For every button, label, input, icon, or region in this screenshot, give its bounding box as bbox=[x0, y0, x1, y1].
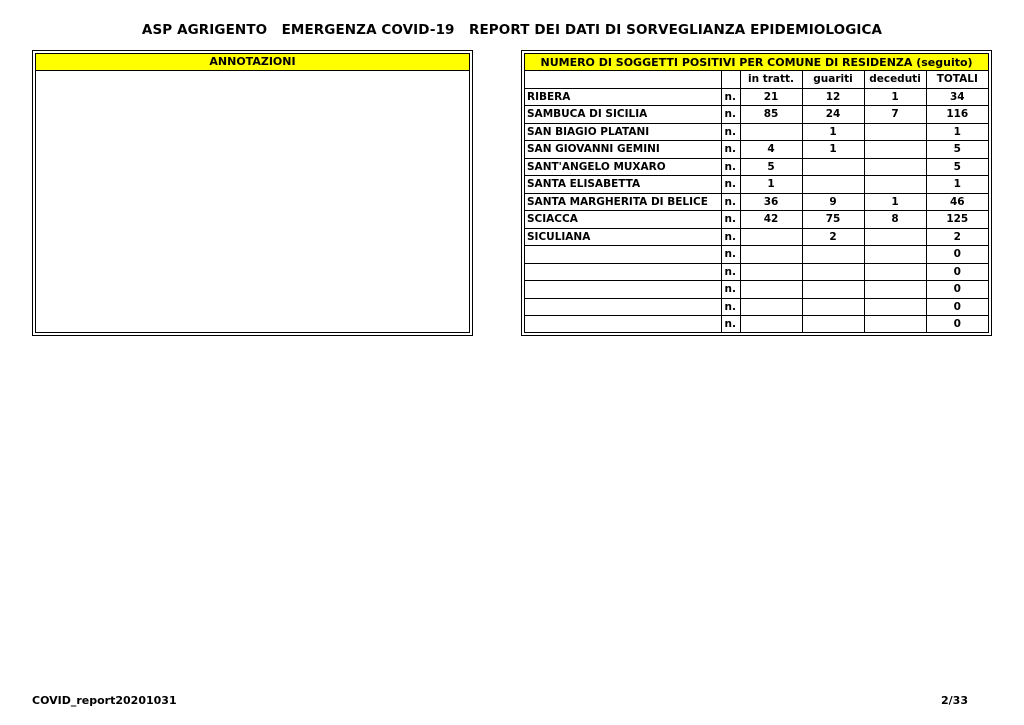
cell-in-tratt: 36 bbox=[740, 193, 802, 211]
cell-deceduti bbox=[864, 141, 926, 159]
cell-deceduti bbox=[864, 246, 926, 264]
cell-comune: SICULIANA bbox=[525, 228, 721, 246]
cell-comune: RIBERA bbox=[525, 88, 721, 106]
cell-totali: 5 bbox=[926, 158, 988, 176]
cell-unit: n. bbox=[721, 123, 740, 141]
cell-deceduti bbox=[864, 176, 926, 194]
cell-guariti bbox=[802, 246, 864, 264]
positives-table bbox=[525, 54, 988, 333]
cell-in-tratt bbox=[740, 281, 802, 299]
cell-totali: 2 bbox=[926, 228, 988, 246]
column-header-deceduti: deceduti bbox=[864, 71, 926, 89]
column-header-row bbox=[525, 71, 988, 89]
cell-unit: n. bbox=[721, 211, 740, 229]
cell-comune bbox=[525, 316, 721, 333]
table-row bbox=[525, 106, 988, 124]
cell-in-tratt: 21 bbox=[740, 88, 802, 106]
cell-unit: n. bbox=[721, 158, 740, 176]
cell-comune bbox=[525, 263, 721, 281]
cell-deceduti: 7 bbox=[864, 106, 926, 124]
cell-in-tratt: 85 bbox=[740, 106, 802, 124]
column-header-unit bbox=[721, 71, 740, 89]
cell-totali: 0 bbox=[926, 246, 988, 264]
cell-comune: SAN BIAGIO PLATANI bbox=[525, 123, 721, 141]
column-header-in-tratt: in tratt. bbox=[740, 71, 802, 89]
table-row bbox=[525, 211, 988, 229]
cell-totali: 5 bbox=[926, 141, 988, 159]
cell-in-tratt: 1 bbox=[740, 176, 802, 194]
cell-totali: 1 bbox=[926, 176, 988, 194]
cell-comune bbox=[525, 281, 721, 299]
table-row bbox=[525, 193, 988, 211]
cell-totali: 0 bbox=[926, 316, 988, 333]
cell-in-tratt: 5 bbox=[740, 158, 802, 176]
table-row bbox=[525, 281, 988, 299]
cell-comune: SANTA ELISABETTA bbox=[525, 176, 721, 194]
cell-deceduti: 1 bbox=[864, 88, 926, 106]
cell-deceduti bbox=[864, 123, 926, 141]
annotations-heading: ANNOTAZIONI bbox=[36, 54, 469, 71]
cell-guariti: 1 bbox=[802, 141, 864, 159]
cell-unit: n. bbox=[721, 298, 740, 316]
table-row bbox=[525, 123, 988, 141]
cell-totali: 1 bbox=[926, 123, 988, 141]
annotations-panel bbox=[32, 50, 473, 336]
cell-guariti: 2 bbox=[802, 228, 864, 246]
table-row bbox=[525, 298, 988, 316]
annotations-frame bbox=[35, 53, 470, 333]
table-heading: NUMERO DI SOGGETTI POSITIVI PER COMUNE DI RESIDENZA (seguito) bbox=[525, 54, 988, 71]
cell-in-tratt bbox=[740, 298, 802, 316]
cell-in-tratt bbox=[740, 246, 802, 264]
table-row bbox=[525, 176, 988, 194]
cell-guariti: 9 bbox=[802, 193, 864, 211]
cell-guariti bbox=[802, 281, 864, 299]
cell-in-tratt: 42 bbox=[740, 211, 802, 229]
cell-in-tratt bbox=[740, 316, 802, 333]
cell-unit: n. bbox=[721, 316, 740, 333]
cell-comune: SCIACCA bbox=[525, 211, 721, 229]
table-row bbox=[525, 158, 988, 176]
cell-unit: n. bbox=[721, 281, 740, 299]
page-number: 2/33 bbox=[941, 694, 968, 707]
cell-totali: 116 bbox=[926, 106, 988, 124]
cell-in-tratt bbox=[740, 263, 802, 281]
cell-comune: SANT'ANGELO MUXARO bbox=[525, 158, 721, 176]
cell-guariti bbox=[802, 298, 864, 316]
cell-unit: n. bbox=[721, 246, 740, 264]
cell-unit: n. bbox=[721, 106, 740, 124]
cell-deceduti bbox=[864, 158, 926, 176]
cell-unit: n. bbox=[721, 228, 740, 246]
table-row bbox=[525, 141, 988, 159]
cell-guariti bbox=[802, 158, 864, 176]
cell-unit: n. bbox=[721, 141, 740, 159]
table-row bbox=[525, 228, 988, 246]
cell-comune: SANTA MARGHERITA DI BELICE bbox=[525, 193, 721, 211]
column-header-totali: TOTALI bbox=[926, 71, 988, 89]
cell-deceduti bbox=[864, 281, 926, 299]
cell-deceduti bbox=[864, 298, 926, 316]
cell-deceduti bbox=[864, 228, 926, 246]
cell-guariti bbox=[802, 176, 864, 194]
report-name: COVID_report20201031 bbox=[32, 694, 177, 707]
positives-table-panel bbox=[521, 50, 992, 336]
cell-comune bbox=[525, 246, 721, 264]
cell-totali: 0 bbox=[926, 263, 988, 281]
cell-totali: 125 bbox=[926, 211, 988, 229]
cell-deceduti bbox=[864, 316, 926, 333]
cell-totali: 0 bbox=[926, 298, 988, 316]
cell-deceduti bbox=[864, 263, 926, 281]
column-header-guariti: guariti bbox=[802, 71, 864, 89]
cell-in-tratt: 4 bbox=[740, 141, 802, 159]
cell-guariti bbox=[802, 316, 864, 333]
table-row bbox=[525, 88, 988, 106]
cell-in-tratt bbox=[740, 123, 802, 141]
cell-deceduti: 8 bbox=[864, 211, 926, 229]
cell-totali: 46 bbox=[926, 193, 988, 211]
table-row bbox=[525, 246, 988, 264]
cell-guariti: 1 bbox=[802, 123, 864, 141]
cell-in-tratt bbox=[740, 228, 802, 246]
cell-guariti: 12 bbox=[802, 88, 864, 106]
cell-unit: n. bbox=[721, 88, 740, 106]
cell-unit: n. bbox=[721, 263, 740, 281]
table-heading-row bbox=[525, 54, 988, 71]
cell-unit: n. bbox=[721, 176, 740, 194]
cell-unit: n. bbox=[721, 193, 740, 211]
cell-deceduti: 1 bbox=[864, 193, 926, 211]
cell-comune: SAMBUCA DI SICILIA bbox=[525, 106, 721, 124]
cell-guariti: 75 bbox=[802, 211, 864, 229]
cell-guariti bbox=[802, 263, 864, 281]
cell-totali: 34 bbox=[926, 88, 988, 106]
positives-table-frame bbox=[524, 53, 989, 333]
table-row bbox=[525, 316, 988, 333]
cell-comune bbox=[525, 298, 721, 316]
page-title: ASP AGRIGENTO EMERGENZA COVID-19 REPORT DEI DATI DI SORVEGLIANZA EPIDEMIOLOGICA bbox=[141, 22, 883, 38]
column-header-comune bbox=[525, 71, 721, 89]
cell-comune: SAN GIOVANNI GEMINI bbox=[525, 141, 721, 159]
cell-totali: 0 bbox=[926, 281, 988, 299]
cell-guariti: 24 bbox=[802, 106, 864, 124]
table-row bbox=[525, 263, 988, 281]
